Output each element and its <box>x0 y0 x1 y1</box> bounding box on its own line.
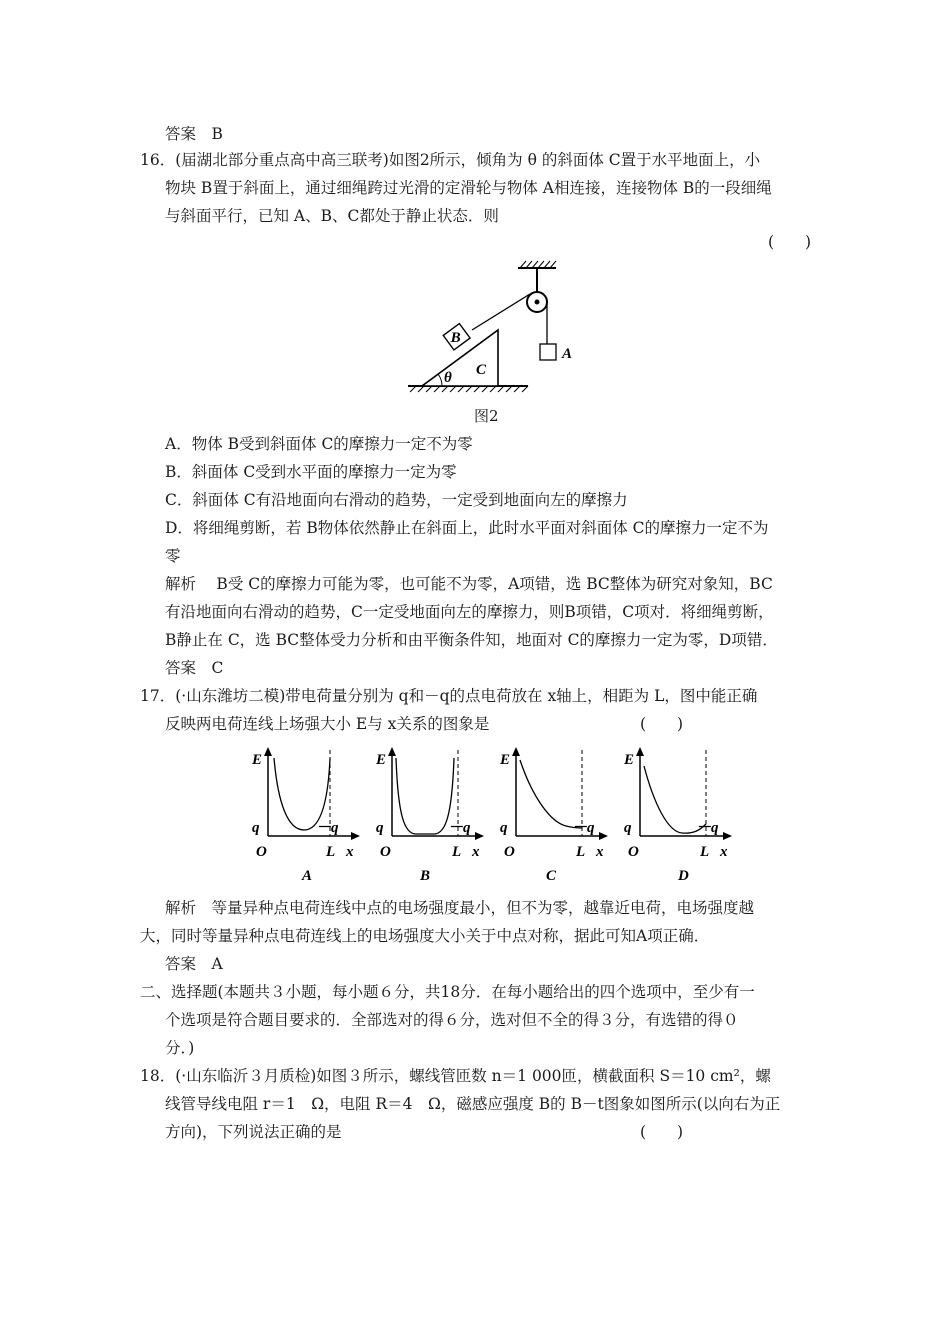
graph-b <box>372 744 492 884</box>
q16-line-2: 物块 B置于斜面上，通过细绳跨过光滑的定滑轮与物体 A相连接，连接物体 B的一段细绳 <box>165 179 772 197</box>
graph-a <box>248 744 368 884</box>
graph-label: L <box>576 844 586 860</box>
q16-analysis-2: 有沿地面向右滑动的趋势，C一定受地面向左的摩擦力，则B项错，C项对．将细绳剪断， <box>165 603 774 621</box>
q17-answer: 答案 A <box>165 955 223 973</box>
graph-label: E <box>376 752 387 768</box>
figure-2-caption: 图2 <box>474 407 499 425</box>
graph-label: q <box>500 820 508 836</box>
graph-label: O <box>628 844 639 860</box>
q17-line-1: 17．(·山东潍坊二模)带电荷量分别为 q和－q的点电荷放在 x轴上，相距为 L，图中能正确 <box>140 687 758 705</box>
graph-label: x <box>596 844 604 860</box>
q18-line-3: 方向)，下列说法正确的是 <box>165 1123 342 1141</box>
graph-label: x <box>720 844 728 860</box>
q17-analysis-1: 解析 等量异种点电荷连线中点的电场强度最小，但不为零，越靠近电荷，电场强度越 <box>165 899 755 917</box>
q16-option-c: C．斜面体 C有沿地面向右滑动的趋势，一定受到地面向左的摩擦力 <box>165 491 628 509</box>
label-a: A <box>562 346 573 362</box>
graph-label: O <box>380 844 391 860</box>
block-a <box>540 344 556 360</box>
graph-label: x <box>346 844 354 860</box>
graph-label: －q <box>316 820 339 836</box>
q17-analysis-2: 大，同时等量异种点电荷连线上的电场强度大小关于中点对称，据此可知A项正确． <box>140 927 710 945</box>
graph-label: O <box>256 844 267 860</box>
q17-line-2: 反映两电荷连线上场强大小 E与 x关系的图象是 <box>165 715 490 733</box>
q16-option-d: D．将细绳剪断，若 B物体依然静止在斜面上，此时水平面对斜面体 C的摩擦力一定不为 <box>165 519 769 537</box>
label-theta: θ <box>444 370 452 386</box>
q18-line-2: 线管导线电阻 r＝1 Ω，电阻 R＝4 Ω，磁感应强度 B的 B－t图象如图所示(以向右为正 <box>165 1095 781 1113</box>
q18-line-1: 18．(·山东临沂３月质检)如图３所示，螺线管匝数 n＝1 000匝，横截面积 S＝10 cm²，螺 <box>140 1067 771 1085</box>
graph-label: q <box>624 820 632 836</box>
q16-analysis-1: 解析 B受 C的摩擦力可能为零，也可能不为零，A项错，选 BC整体为研究对象知，BC <box>165 575 773 593</box>
q16-option-d-cont: 零 <box>165 547 181 565</box>
graph-label: E <box>252 752 263 768</box>
q16-line-1: 16．(届湖北部分重点高中高三联考)如图2所示，倾角为 θ 的斜面体 C置于水平地面上，小 <box>140 151 761 169</box>
section-2-line-3: 分．) <box>165 1039 195 1057</box>
graph-label: －q <box>696 820 719 836</box>
graph-label: L <box>452 844 462 860</box>
q16-option-b: B．斜面体 C受到水平面的摩擦力一定为零 <box>165 463 457 481</box>
q16-option-a: A．物体 B受到斜面体 C的摩擦力一定不为零 <box>165 435 473 453</box>
graph-label: q <box>376 820 384 836</box>
graph-label: C <box>546 868 557 884</box>
graph-label: A <box>302 868 313 884</box>
graph-label: q <box>252 820 260 836</box>
section-2-line-1: 二、选择题(本题共３小题，每小题６分，共18分．在每小题给出的四个选项中，至少有一 <box>140 983 755 1001</box>
graph-label: x <box>472 844 480 860</box>
q18-answer-bracket: ( ) <box>640 1123 684 1141</box>
graph-label: E <box>624 752 635 768</box>
graph-label: B <box>420 868 431 884</box>
figure-2 <box>400 258 600 398</box>
graph-label: O <box>504 844 515 860</box>
q16-answer-bracket: ( ) <box>768 233 812 251</box>
q15-answer: 答案 B <box>165 125 223 143</box>
section-2-line-2: 个选项是符合题目要求的．全部选对的得６分，选对但不全的得３分，有选错的得０ <box>165 1011 739 1029</box>
q16-line-3: 与斜面平行，已知 A、B、C都处于静止状态．则 <box>165 207 499 225</box>
label-c: C <box>476 362 487 378</box>
graph-label: L <box>700 844 710 860</box>
graph-label: －q <box>572 820 595 836</box>
label-b: B <box>450 329 461 346</box>
q17-answer-bracket: ( ) <box>640 715 684 733</box>
graph-label: －q <box>448 820 471 836</box>
graph-c <box>496 744 616 884</box>
q16-analysis-3: B静止在 C，选 BC整体受力分析和由平衡条件知，地面对 C的摩擦力一定为零，D项错． <box>165 631 778 649</box>
graph-d <box>620 744 740 884</box>
graph-label: L <box>326 844 336 860</box>
graph-label: E <box>500 752 511 768</box>
graph-label: D <box>678 868 689 884</box>
q16-answer: 答案 C <box>165 659 224 677</box>
